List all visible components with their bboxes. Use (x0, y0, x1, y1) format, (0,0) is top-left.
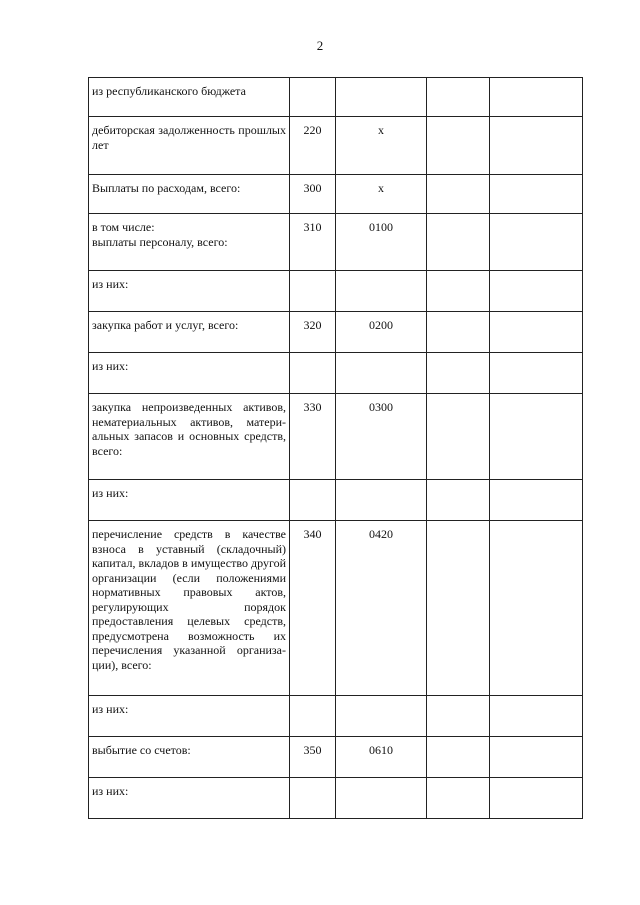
row-value-cell (427, 737, 490, 778)
table-row (89, 480, 583, 521)
row-value-cell (427, 117, 490, 175)
row-value-cell (427, 480, 490, 521)
row-kosgu-cell (336, 696, 427, 737)
row-kosgu-cell (336, 271, 427, 312)
row-name-cell: в том числе: выплаты персоналу, всего: (89, 214, 290, 271)
row-code-cell (290, 78, 336, 117)
row-value-cell (427, 271, 490, 312)
row-kosgu-cell: 0420 (336, 521, 427, 696)
row-value-cell (490, 312, 583, 353)
row-value-cell (427, 394, 490, 480)
table-row (89, 778, 583, 819)
row-kosgu-cell (336, 353, 427, 394)
table-row (89, 117, 583, 175)
row-code-cell (290, 271, 336, 312)
row-value-cell (490, 117, 583, 175)
table-row (89, 353, 583, 394)
table-row (89, 696, 583, 737)
row-value-cell (490, 521, 583, 696)
row-value-cell (427, 778, 490, 819)
row-kosgu-cell: 0200 (336, 312, 427, 353)
row-kosgu-cell: х (336, 175, 427, 214)
row-name-cell: выбытие со счетов: (89, 737, 290, 778)
row-value-cell (490, 778, 583, 819)
row-code-cell: 300 (290, 175, 336, 214)
row-name-cell: Выплаты по расходам, всего: (89, 175, 290, 214)
row-value-cell (490, 271, 583, 312)
row-name-cell: из них: (89, 696, 290, 737)
row-value-cell (427, 521, 490, 696)
row-name-cell: дебиторская задолженность прошлых лет (89, 117, 290, 175)
row-code-cell (290, 480, 336, 521)
page-number: 2 (316, 38, 324, 53)
row-kosgu-cell (336, 480, 427, 521)
row-value-cell (490, 78, 583, 117)
row-kosgu-cell: 0300 (336, 394, 427, 480)
row-value-cell (427, 696, 490, 737)
row-value-cell (490, 214, 583, 271)
row-code-cell: 320 (290, 312, 336, 353)
row-name-cell: из них: (89, 271, 290, 312)
row-value-cell (490, 394, 583, 480)
row-code-cell: 350 (290, 737, 336, 778)
row-value-cell (490, 175, 583, 214)
table-body (89, 78, 583, 819)
row-name-cell: из них: (89, 778, 290, 819)
row-value-cell (427, 312, 490, 353)
row-value-cell (427, 78, 490, 117)
table-row (89, 394, 583, 480)
row-code-cell: 330 (290, 394, 336, 480)
row-value-cell (427, 353, 490, 394)
row-kosgu-cell: 0100 (336, 214, 427, 271)
table-row (89, 312, 583, 353)
row-kosgu-cell (336, 778, 427, 819)
row-value-cell (490, 696, 583, 737)
row-name-cell: из них: (89, 480, 290, 521)
row-code-cell: 340 (290, 521, 336, 696)
row-kosgu-cell: х (336, 117, 427, 175)
row-code-cell (290, 353, 336, 394)
report-table (88, 77, 583, 819)
table-row (89, 271, 583, 312)
row-code-cell: 310 (290, 214, 336, 271)
row-code-cell: 220 (290, 117, 336, 175)
row-name-cell: закупка работ и услуг, всего: (89, 312, 290, 353)
table-row (89, 214, 583, 271)
row-value-cell (490, 737, 583, 778)
row-name-cell: перечисление средств в качестве взноса в уставный (складочный) капитал, вкладов в имущество другой организации (если положениями нормативных правовых актов, регулирующих порядок предоставления целевых средств, предусмотрена возможность их перечисления указанной организации), всего: (89, 521, 290, 696)
row-name-cell: из республиканского бюджета (89, 78, 290, 117)
row-kosgu-cell (336, 78, 427, 117)
row-value-cell (427, 175, 490, 214)
row-code-cell (290, 778, 336, 819)
row-name-cell: из них: (89, 353, 290, 394)
table-row (89, 78, 583, 117)
row-kosgu-cell: 0610 (336, 737, 427, 778)
row-value-cell (490, 480, 583, 521)
table-row (89, 737, 583, 778)
table-row (89, 175, 583, 214)
row-name-cell: закупка непроизведенных активов, нематериальных активов, материальных запасов и основных средств, всего: (89, 394, 290, 480)
row-code-cell (290, 696, 336, 737)
row-value-cell (490, 353, 583, 394)
row-value-cell (427, 214, 490, 271)
table-row (89, 521, 583, 696)
